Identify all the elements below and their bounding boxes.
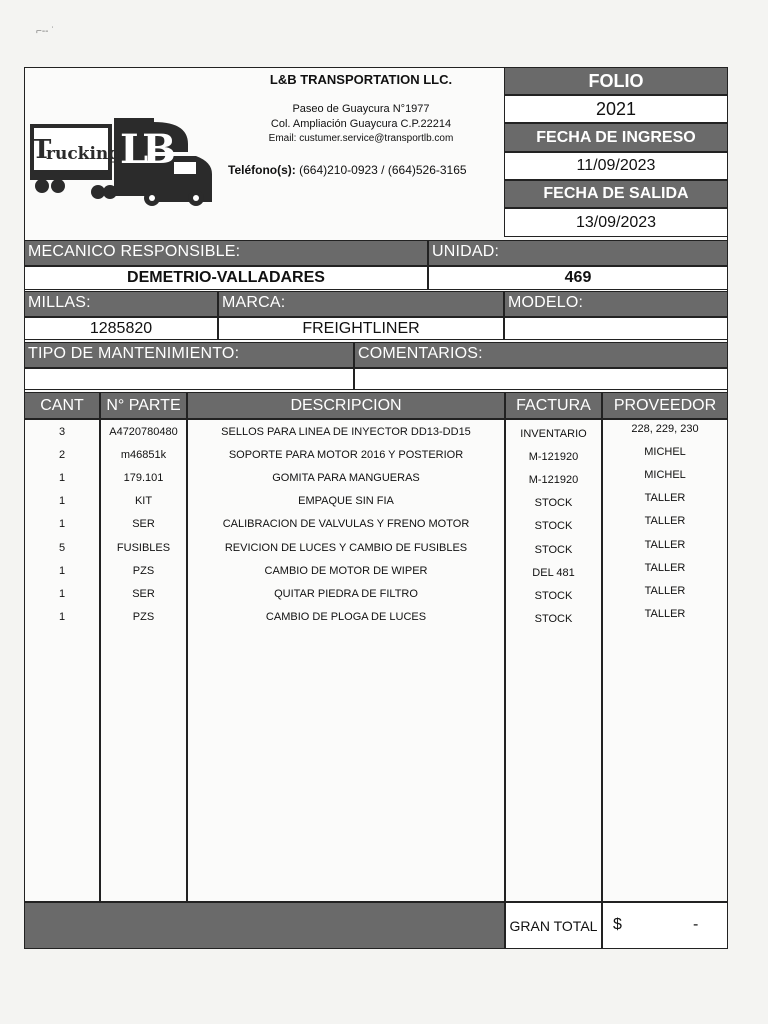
cell-proveedor: TALLER	[644, 538, 686, 551]
tipo-mantenimiento-label: TIPO DE MANTENIMIENTO:	[24, 342, 354, 368]
cell-descripcion: QUITAR PIEDRA DE FILTRO	[274, 587, 418, 600]
cell-cant: 1	[58, 495, 66, 508]
col-header-cant: CANT	[24, 392, 100, 419]
mecanico-value: DEMETRIO-VALLADARES	[24, 266, 428, 290]
cell-descripcion: GOMITA PARA MANGUERAS	[272, 472, 420, 485]
company-email: Email: custumer.service@transportlb.com	[268, 133, 454, 144]
cell-proveedor: TALLER	[644, 561, 686, 574]
folio-label: FOLIO	[504, 67, 728, 95]
cell-factura: M-121920	[528, 451, 579, 464]
col-header-proveedor: PROVEEDOR	[602, 392, 728, 419]
gran-total-label: GRAN TOTAL	[505, 902, 602, 949]
company-logo	[28, 112, 218, 212]
cell-factura: STOCK	[534, 612, 573, 625]
unidad-label: UNIDAD:	[428, 240, 728, 266]
svg-text:T: T	[32, 135, 52, 165]
phone-value: (664)210-0923 / (664)526-3165	[295, 163, 467, 177]
cell-cant: 1	[58, 518, 66, 531]
fecha-salida-label: FECHA DE SALIDA	[504, 180, 728, 208]
cell-factura: STOCK	[534, 543, 573, 556]
cell-descripcion: CAMBIO DE PLOGA DE LUCES	[265, 610, 427, 623]
company-address-1: Paseo de Guaycura N°1977	[292, 103, 430, 115]
company-phone	[228, 163, 504, 177]
cell-cant: 1	[58, 587, 66, 600]
cell-cant: 1	[58, 610, 66, 623]
cell-descripcion: CALIBRACION DE VALVULAS Y FRENO MOTOR	[222, 518, 470, 531]
cell-cant: 3	[58, 426, 66, 438]
mecanico-label: MECANICO RESPONSIBLE:	[24, 240, 428, 266]
folio-value: 2021	[504, 95, 728, 123]
cell-proveedor: 228, 229, 230	[631, 423, 699, 435]
comentarios-value	[354, 368, 728, 390]
cell-parte: m46851k	[120, 449, 167, 462]
marca-value: FREIGHTLINER	[218, 317, 504, 340]
cell-parte: FUSIBLES	[116, 541, 171, 554]
col-header-factura: FACTURA	[505, 392, 602, 419]
logo-text: rucking	[46, 144, 121, 164]
cell-cant: 1	[58, 564, 66, 577]
total-bar	[24, 902, 505, 949]
fecha-ingreso-label: FECHA DE INGRESO	[504, 123, 728, 152]
cell-proveedor: TALLER	[644, 492, 686, 505]
marca-label: MARCA:	[218, 291, 504, 317]
cell-proveedor: TALLER	[644, 515, 686, 528]
cell-proveedor: TALLER	[644, 584, 686, 597]
cell-cant: 5	[58, 541, 66, 554]
millas-label: MILLAS:	[24, 291, 218, 317]
company-name: L&B TRANSPORTATION LLC.	[269, 72, 453, 87]
cell-parte: PZS	[132, 610, 155, 623]
cell-cant: 1	[58, 472, 66, 485]
cell-descripcion: EMPAQUE SIN FIA	[298, 495, 394, 508]
cell-parte: SER	[132, 587, 155, 600]
company-address-2: Col. Ampliación Guaycura C.P.22214	[270, 118, 452, 130]
cell-factura: STOCK	[534, 520, 573, 533]
gran-total-value: -	[693, 916, 699, 933]
cell-proveedor: TALLER	[644, 607, 686, 620]
cell-factura: INVENTARIO	[520, 428, 587, 440]
cell-parte: 179.101	[123, 472, 164, 485]
comentarios-label: COMENTARIOS:	[354, 342, 728, 368]
cell-descripcion: REVICION DE LUCES Y CAMBIO DE FUSIBLES	[224, 541, 468, 554]
cell-factura: STOCK	[534, 589, 573, 602]
cell-factura: STOCK	[534, 497, 573, 510]
cell-descripcion: CAMBIO DE MOTOR DE WIPER	[264, 564, 428, 577]
fecha-salida-value: 13/09/2023	[504, 208, 728, 237]
tipo-mantenimiento-value	[24, 368, 354, 390]
cell-parte: A4720780480	[109, 426, 178, 438]
fecha-ingreso-value: 11/09/2023	[504, 152, 728, 180]
cell-factura: M-121920	[528, 474, 579, 487]
scan-mark: ⌐‐‐ ˙	[36, 26, 55, 37]
cell-descripcion: SOPORTE PARA MOTOR 2016 Y POSTERIOR	[228, 449, 464, 462]
millas-value: 1285820	[24, 317, 218, 340]
logo-letters: LB	[120, 126, 170, 173]
cell-parte: PZS	[132, 564, 155, 577]
cell-proveedor: MICHEL	[644, 446, 686, 459]
modelo-value	[504, 317, 728, 340]
col-header-descripcion: DESCRIPCION	[187, 392, 505, 419]
cell-parte: KIT	[134, 495, 153, 508]
phone-label: Teléfono(s):	[228, 163, 296, 177]
cell-cant: 2	[58, 449, 66, 462]
col-header-parte: N° PARTE	[100, 392, 187, 419]
modelo-label: MODELO:	[504, 291, 728, 317]
cell-parte: SER	[132, 518, 155, 531]
cell-proveedor: MICHEL	[644, 469, 686, 482]
cell-descripcion: SELLOS PARA LINEA DE INYECTOR DD13-DD15	[221, 426, 471, 438]
unidad-value: 469	[428, 266, 728, 290]
cell-factura: DEL 481	[532, 566, 575, 579]
gran-total-cell	[602, 902, 728, 949]
currency-symbol: $	[613, 916, 622, 933]
